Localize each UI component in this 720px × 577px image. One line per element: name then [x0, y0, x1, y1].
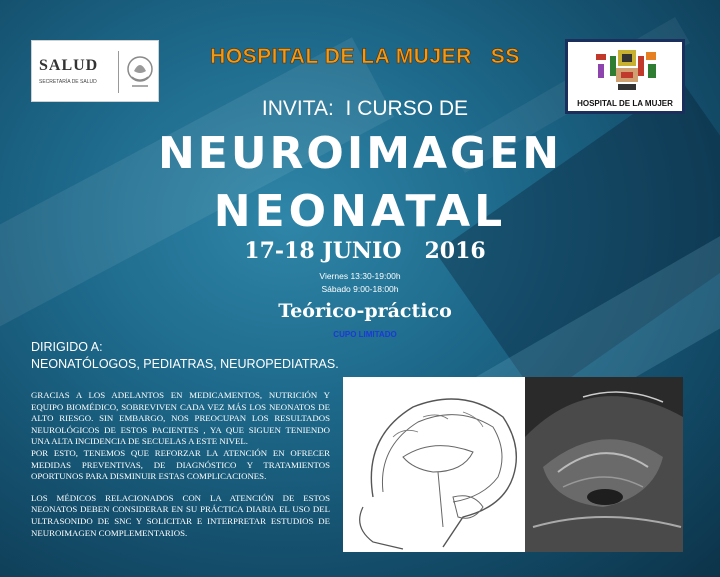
salud-logo: [31, 40, 159, 102]
body-text: [31, 390, 330, 549]
body-paragraph: POR ESTO, TENEMOS QUE REFORZAR LA ATENCIÓN EN OFRECER MEDIDAS PREVENTIVAS, DE DIAGNÓSTICO Y TRATAMIENTOS OPORTUNOS PARA DISMINUIR ESTAS COMPLICACIONES.: [31, 447, 330, 482]
salud-logo-subtitle: SECRETARÍA DE SALUD: [39, 79, 97, 85]
brain-images-panel: [343, 377, 683, 552]
audience-list: NEONATÓLOGOS, PEDIATRAS, NEUROPEDIATRAS.: [31, 357, 339, 371]
brain-sagittal-drawing: [343, 377, 525, 552]
salud-logo-divider: [118, 51, 119, 93]
event-dates: 17-18 JUNIO 2016: [244, 238, 486, 264]
ultrasound-image: [525, 377, 683, 552]
images-svg: [343, 377, 683, 552]
hospital-logo-label: HOSPITAL DE LA MUJER: [577, 99, 673, 108]
schedule: [300, 270, 420, 296]
audience-block: [31, 339, 339, 373]
body-paragraph: GRACIAS A LOS ADELANTOS EN MEDICAMENTOS, NUTRICIÓN Y EQUIPO BIOMÉDICO, SOBREVIVEN CADA VEZ MÁS LOS NEONATOS DE ALTO RIESGO. SIN EMBARGO, NOS PREOCUPAN LOS RESULTADOS NEUROLÓGICOS DE ESTOS PACIENTES , YA QUE SIGUEN TENIENDO UNA ALTA INCIDENCIA DE SECUELAS A ESTE NIVEL.: [31, 390, 330, 447]
course-title-line1: NEUROIMAGEN: [157, 128, 563, 179]
invita-heading: INVITA: I CURSO DE: [261, 97, 469, 120]
salud-logo-word: SALUD: [39, 57, 99, 74]
course-title-line2: NEONATAL: [213, 186, 507, 237]
mexico-seal-icon: [126, 53, 154, 91]
modality: Teórico-práctico: [278, 300, 452, 322]
cupo-limitado: CUPO LIMITADO: [333, 330, 397, 339]
aztec-glyph-icon: [588, 44, 663, 94]
schedule-friday: Viernes 13:30-19:00h: [319, 271, 401, 281]
audience-heading: DIRIGIDO A:: [31, 340, 103, 354]
schedule-saturday: Sábado 9:00-18:00h: [321, 284, 399, 294]
hospital-logo: [565, 39, 685, 114]
body-paragraph: LOS MÉDICOS RELACIONADOS CON LA ATENCIÓN DE ESTOS NEONATOS DEBEN CONSIDERAR EN SU PRÁCTICA DIARIA EL USO DEL ULTRASONIDO DE SNC Y SOLICITAR E INTERPRETAR ESTUDIOS DE NEUROIMAGEN COMPLEMENTARIOS.: [31, 492, 330, 538]
hospital-title: HOSPITAL DE LA MUJER SS: [210, 45, 520, 68]
